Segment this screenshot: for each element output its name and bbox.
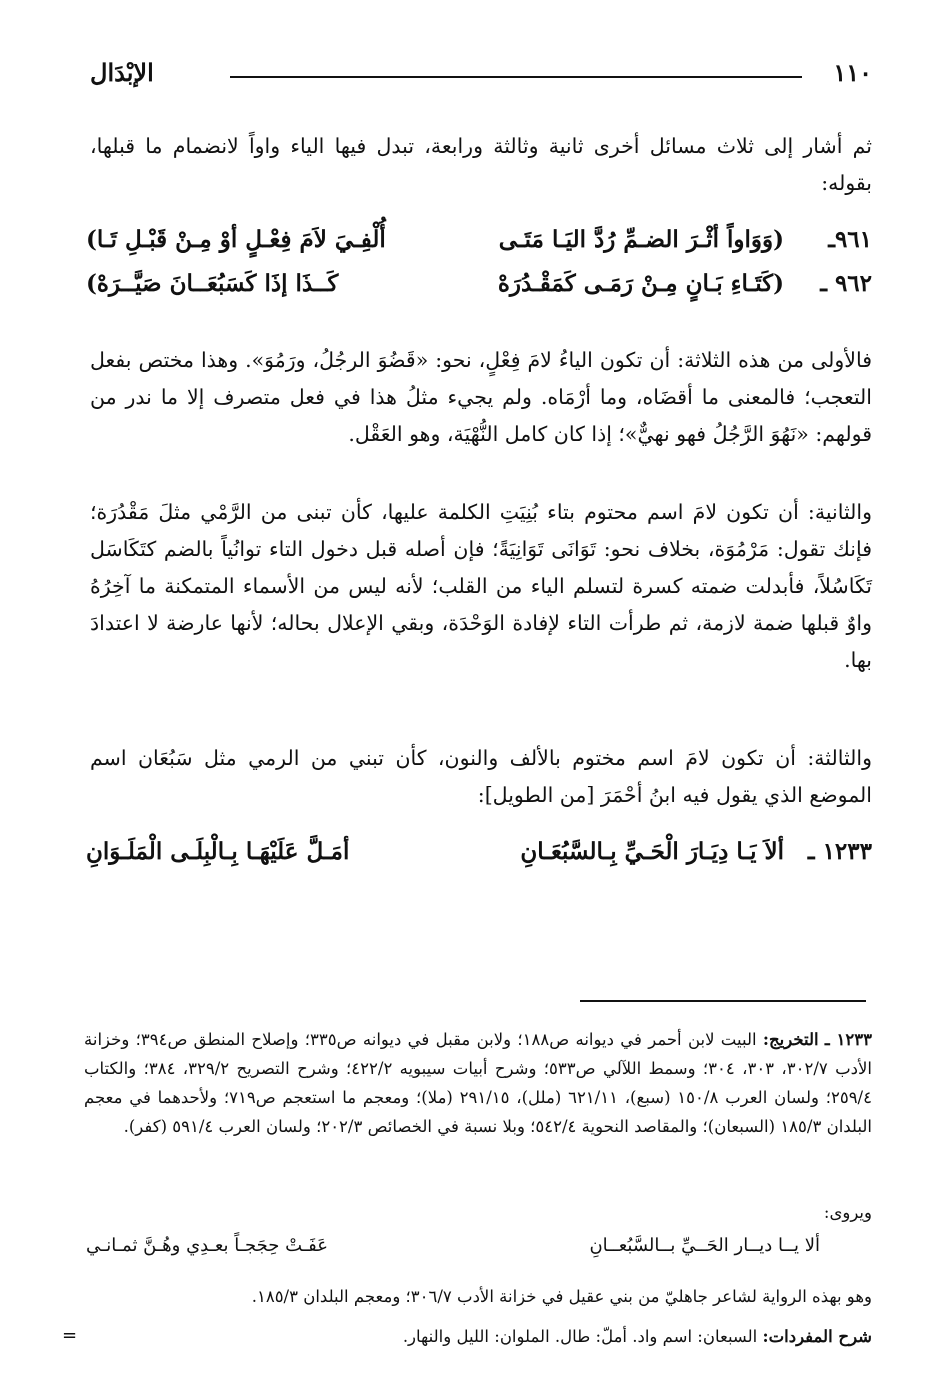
verse-second-hemistich: كَــذَا إذَا كَسَبُعَــانَ صَيَّــرَهْ) xyxy=(86,270,339,297)
verse-first-hemistich: ألاَ يَـا دِيَـارَ الْحَـيِّ بِـالسَّبُعَـانِ xyxy=(520,838,784,865)
footnote-yurwa: ويروى: xyxy=(823,1203,872,1222)
verse-number: ٩٦١ـ xyxy=(828,226,872,253)
vocab-text: السبعان: اسم واد. أملّ: طال. الملوان: الليل والنهار. xyxy=(402,1327,758,1346)
chapter-title: الإبْدَال xyxy=(90,58,154,87)
footnote-alt-verse xyxy=(86,1235,820,1267)
vocab-label: شرح المفردات: xyxy=(762,1327,872,1346)
paragraph-first-case: فالأولى من هذه الثلاثة: أن تكون الياءُ لامَ فِعْلٍ، نحو: «قَضُوَ الرجُلُ، ورَمُوَ». وهذا مختص بفعل التعجب؛ فالمعنى ما أقضَاه، وما أرْمَاه. ولم يجيء مثلُ هذا في فعل متصرف إلا ما ندر من قولهم: «نَهُوَ الرَّجُلُ فهو نهيٌّ»؛ إذا كان كامل النُّهْيَة، وهو العَقْل. xyxy=(90,348,872,446)
verse-second-hemistich: أمَـلَّ عَلَيْهَـا بِـالْبِلَـى الْمَلَـوَانِ xyxy=(86,838,350,865)
verse-first-hemistich: (وَوَاواً أثْـرَ الضـمِّ رُدَّ اليَـا مَتَـى xyxy=(498,226,784,253)
margin-mark: = xyxy=(62,1325,78,1346)
takhrij-text: البيت لابن أحمر في ديوانه ص١٨٨؛ ولابن مقبل في ديوانه ص٣٣٥؛ وإصلاح المنطق ص٣٩٤؛ وخزانة الأدب ٣٠٢/٧، ٣٠٣، ٣٠٤؛ وسمط اللآلي ص٥٣٣؛ وشرح أبيات سيبويه ٤٢٢/٢؛ وشرح التصريح ٣٢٩/٢، ٣٨٤؛ والكتاب ٢٥٩/٤؛ ولسان العرب ١٥٠/٨ (سبع)، ٦٢١/١١ (ملل)، ٢٩١/١٥ (ملا)؛ ومعجم ما استعجم ص٧١٩؛ ولأحدهما في معجم البلدان ١٨٥/٣ (السبعان)؛ والمقاصد النحوية ٥٤٢/٤؛ وبلا نسبة في الخصائص ٢٠٢/٣؛ ولسان العرب ٥٩١/٤ (كفر). xyxy=(84,1030,873,1136)
poem-verse-1233 xyxy=(86,838,872,878)
page-header xyxy=(90,58,872,92)
paragraph-third-case: والثالثة: أن تكون لامَ اسم مختوم بالألف والنون، كأن تبني من الرمي مثل سَبُعَان اسم الموضع الذي يقول فيه ابنُ أحْمَرَ [من الطويل]: xyxy=(90,746,872,807)
verse-number: ٩٦٢ ـ xyxy=(820,270,872,297)
verse-first-hemistich: (كَتَـاءِ بَـانٍ مِـنْ رَمَـى كَمَقْـدُرَهْ xyxy=(497,270,784,297)
paragraph-second-case: والثانية: أن تكون لامَ اسم محتوم بتاء بُنِيَتِ الكلمة عليها، كأن تبنى من الرَّمْي مثلَ مَقْدُرَة؛ فإنك تقول: مَرْمُوَة، بخلاف نحو: تَوَانَى تَوَانِيَةً؛ فإن أصله قبل دخول التاء توانُياً بالضم كتَكَاسَل تَكَاسُلاً، فأبدلت ضمته كسرة لتسلم الياء من القلب؛ لأنه ليس من الأسماء المتمكنة ما آخِرُهُ واوٌ قبلها ضمة لازمة، ثم طرأت التاء لإفادة الوَحْدَة، وبقي الإعلال بحاله؛ لأنها عارضة لا اعتدادَ بها. xyxy=(90,500,872,672)
footnote-riwaya: وهو بهذه الرواية لشاعر جاهليّ من بني عقيل في خزانة الأدب ٣٠٦/٧؛ ومعجم البلدان ١٨٥/٣. xyxy=(251,1287,872,1306)
verse-second-hemistich: أُلْفِـيَ لاَمَ فِعْـلٍ أوْ مِـنْ قَبْـلِ تَـا) xyxy=(86,226,386,253)
verse-second-hemistich: عَفَـتْ حِجَجـاً بعـدِي وهُـنَّ ثمـانـي xyxy=(86,1235,328,1256)
footnote-takhrij xyxy=(84,1025,872,1141)
verse-962 xyxy=(86,270,872,310)
header-rule xyxy=(230,76,802,78)
verse-number: ١٢٣٣ ـ xyxy=(807,838,872,865)
verse-961 xyxy=(86,226,872,266)
takhrij-label: التخريج: xyxy=(762,1030,819,1049)
footnote-number: ١٢٣٣ ـ xyxy=(824,1030,872,1049)
intro-paragraph: ثم أشار إلى ثلاث مسائل أخرى ثانية وثالثة ورابعة، تبدل فيها الياء واواً لانضمام ما قبلها، بقوله: xyxy=(90,134,872,195)
page-number: ١١٠ xyxy=(833,58,872,87)
footnote-separator xyxy=(580,1000,866,1002)
footnote-vocabulary xyxy=(84,1322,872,1351)
verse-first-hemistich: ألا يــا ديــار الحَــيِّ بــالسَّبُعــانِ xyxy=(589,1235,820,1256)
